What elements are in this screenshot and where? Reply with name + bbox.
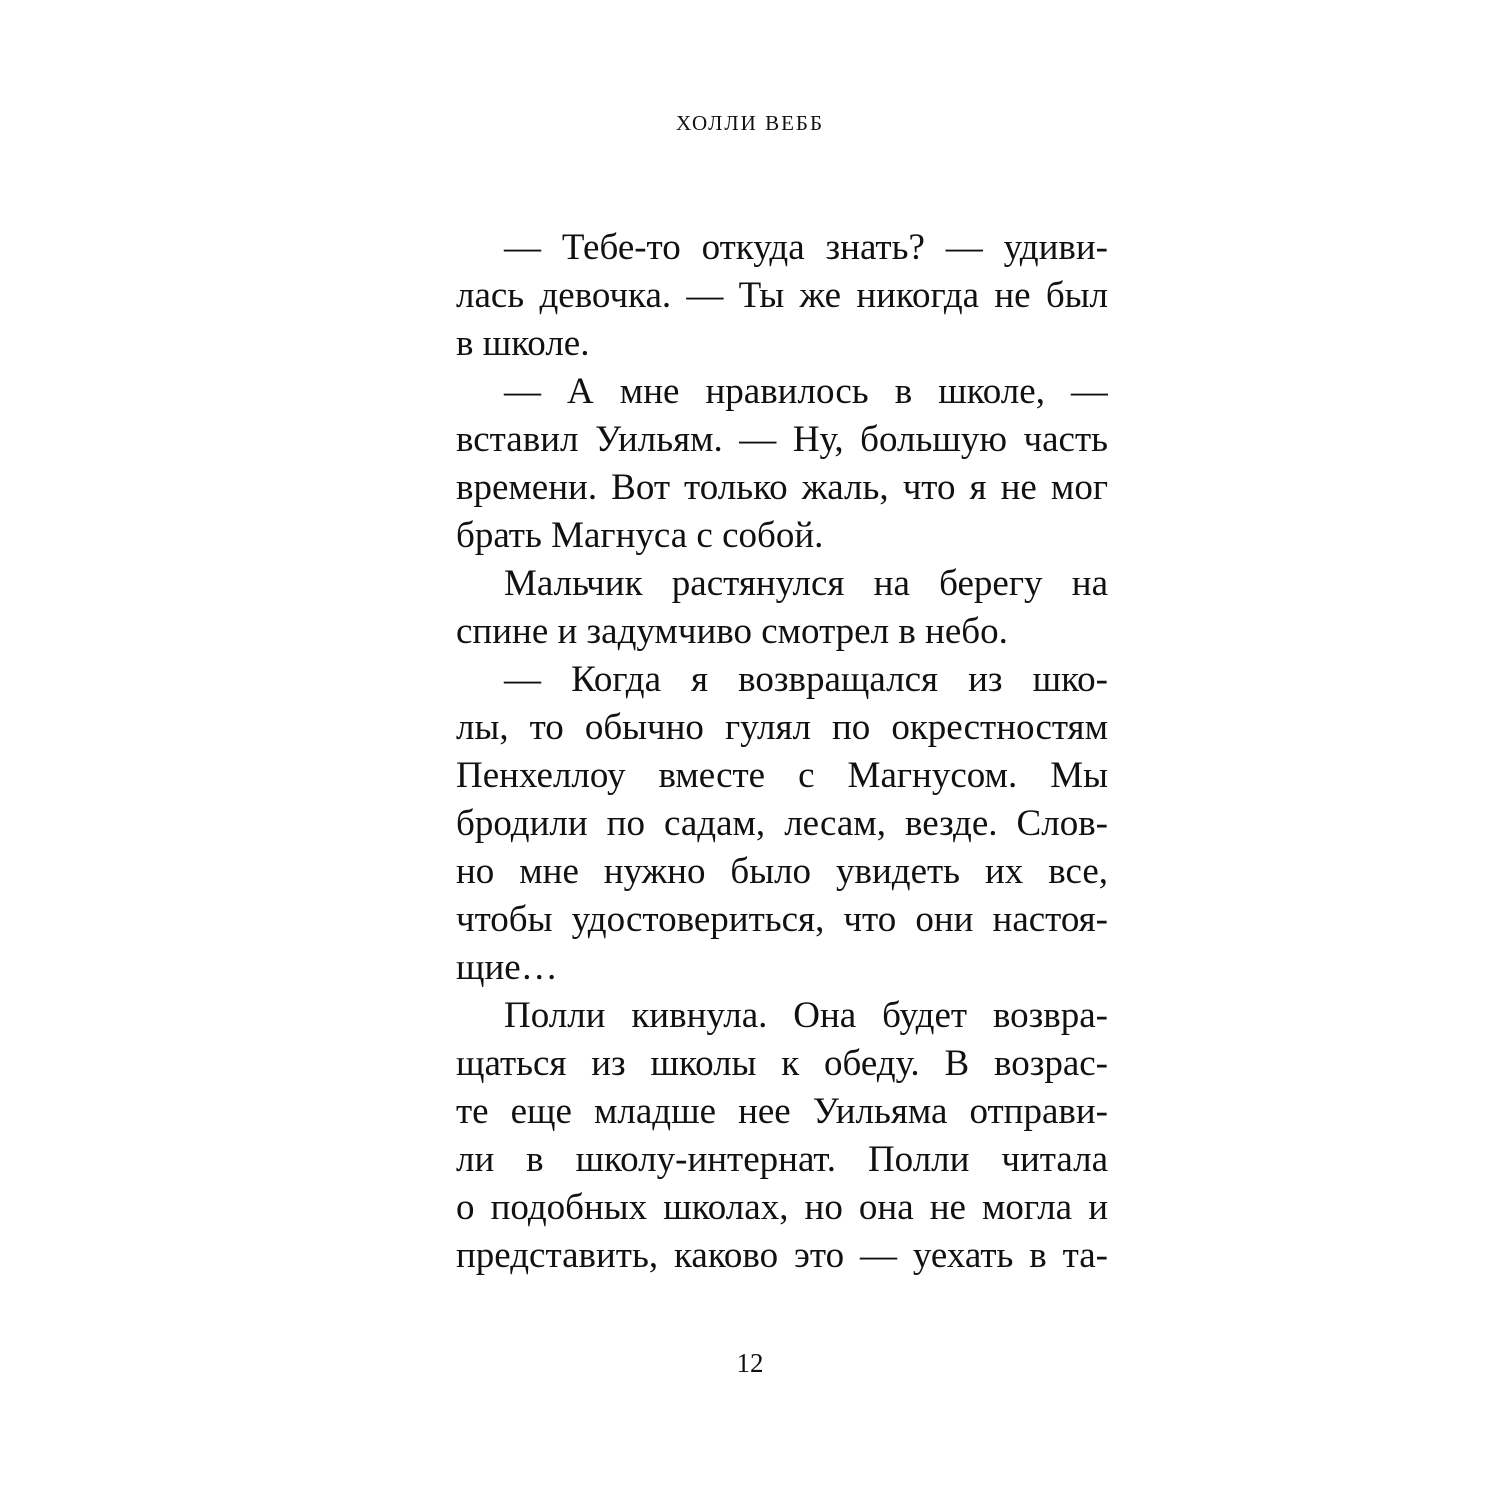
text-line: ли в школу-интернат. Полли читала <box>456 1139 1108 1180</box>
text-line: спине и задумчиво смотрел в небо. <box>456 611 1008 652</box>
text-line: вставил Уильям. — Ну, большую часть <box>456 419 1108 460</box>
text-line: в школе. <box>456 323 590 364</box>
text-line: лась девочка. — Ты же никогда не был <box>456 275 1108 316</box>
text-line: Мальчик растянулся на берегу на <box>504 563 1108 604</box>
text-line: представить, каково это — уехать в та- <box>456 1235 1108 1276</box>
text-line: но мне нужно было увидеть их все, <box>456 851 1108 892</box>
page-number: 12 <box>736 1348 764 1378</box>
text-line: Полли кивнула. Она будет возвра- <box>504 995 1108 1036</box>
text-line: Пенхеллоу вместе с Магнусом. Мы <box>456 755 1108 796</box>
body-text <box>456 224 1108 1280</box>
text-line: о подобных школах, но она не могла и <box>456 1187 1108 1228</box>
text-line: бродили по садам, лесам, везде. Слов- <box>456 803 1108 844</box>
text-line: — Когда я возвращался из шко- <box>504 659 1108 700</box>
text-line: брать Магнуса с собой. <box>456 515 824 556</box>
text-line: времени. Вот только жаль, что я не мог <box>456 467 1108 508</box>
text-line: щие… <box>456 947 558 988</box>
text-line: те еще младше нее Уильяма отправи- <box>456 1091 1108 1132</box>
text-line: щаться из школы к обеду. В возрас- <box>456 1043 1108 1084</box>
text-line: лы, то обычно гулял по окрестностям <box>456 707 1108 748</box>
running-head: ХОЛЛИ ВЕББ <box>675 111 825 135</box>
text-line: чтобы удостовериться, что они настоя- <box>456 899 1108 940</box>
text-line: — Тебе-то откуда знать? — удиви- <box>504 227 1108 268</box>
text-line: — А мне нравилось в школе, — <box>504 371 1108 412</box>
